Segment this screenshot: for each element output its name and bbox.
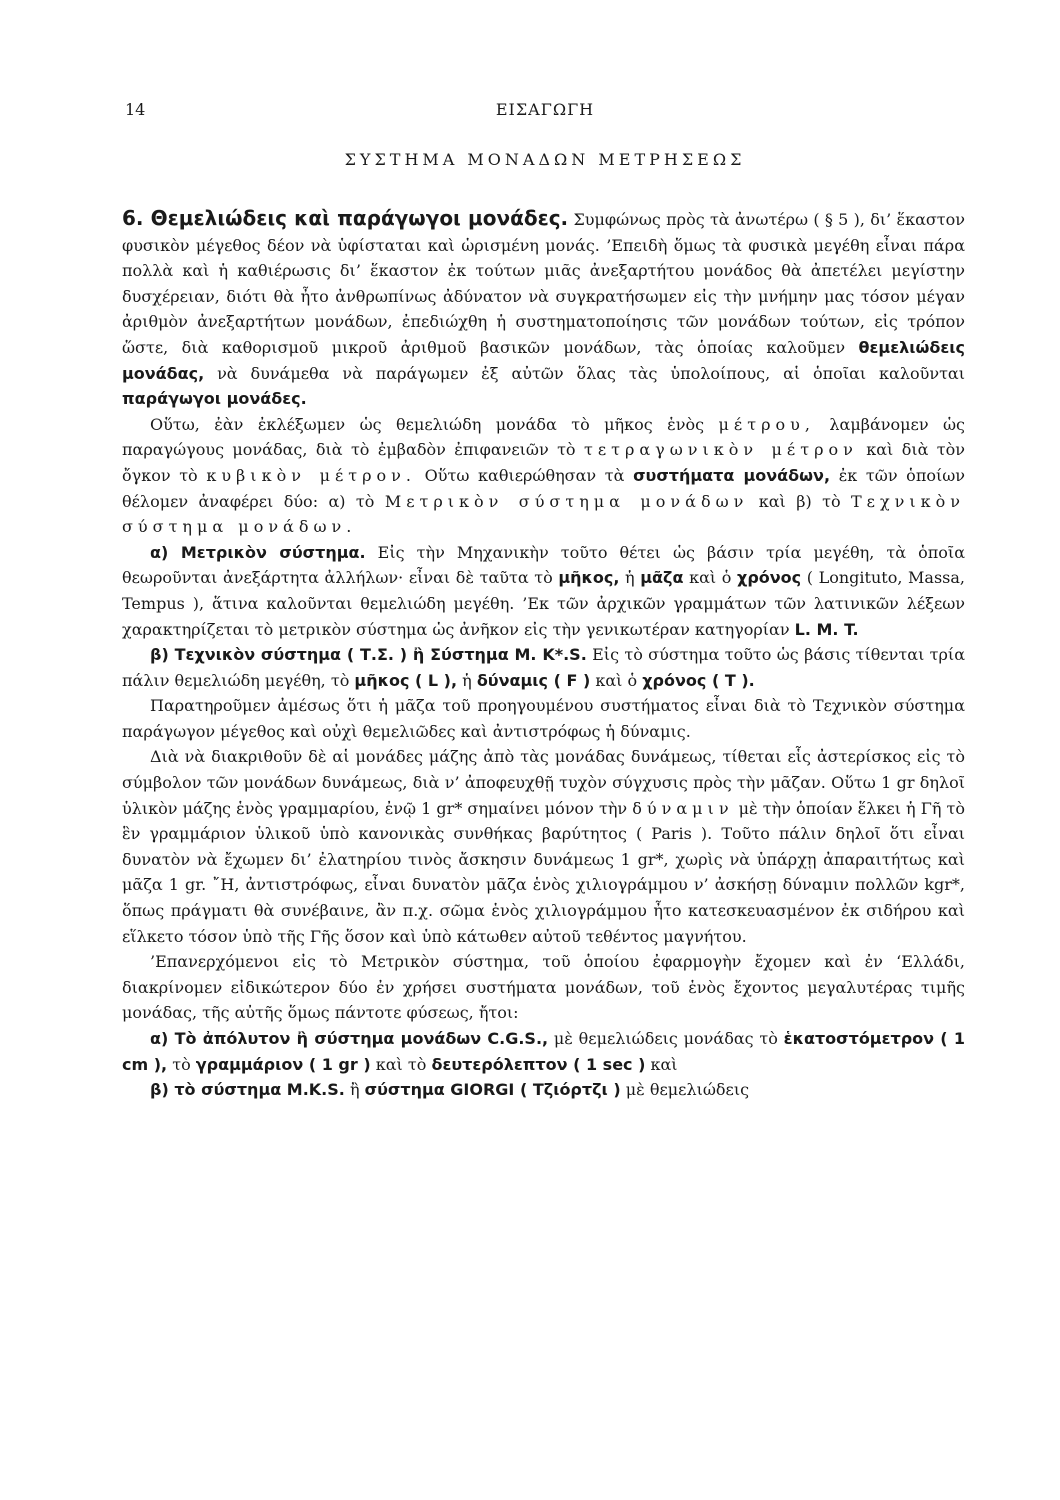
text: μὲ θεμελιώδεις [620,1080,750,1100]
spaced-term: τετραγωνικὸν μέτρον [583,440,858,460]
text: καὶ διὰ τὸν ὄγκον τὸ [122,440,966,485]
text: καὶ β) τὸ [748,491,851,511]
text: ἡ [457,670,477,690]
text: μὲ τὴν ὁποίαν ἕλκει ἡ Γῆ τὸ ἓν γραμμάριον ὑλικοῦ ὑπὸ κανονικὰς συνθήκας βαρύτητος ( Paris ). Τοῦτο πάλιν δηλοῖ ὅτι εἶναι δυνατὸν νὰ ἔχωμεν δι’ ἐλατηρίου τινὸς ἄσκησιν δυνάμεως 1 gr*, χωρὶς νὰ ὑπάρχῃ ἀπαραιτήτως καὶ μᾶζα 1 gr. ῎Η, ἀντιστρόφως, εἶναι δυνατὸν μᾶζα ἑνὸς χιλιογράμμου ν’ ἀσκήσῃ δύναμιν πολλῶν kgr*, ὅπως πράγματι θὰ συνέβαινε, ἂν π.χ. σῶμα ἑνὸς χιλιογράμμου ἦτο κατεσκευασμένον ἐκ σιδήρου καὶ εἵλκετο τόσον ὑπὸ τῆς Γῆς ὅσον καὶ ὑπὸ κάτωθεν αὐτοῦ τεθέντος μαγνήτου. [122,798,966,946]
text: Διὰ νὰ διακριθοῦν δὲ αἱ μονάδες μάζης ἀπὸ τὰς μονάδας δυνάμεως, τίθεται εἷς ἀστερίσκος εἰς τὸ σύμβολον τῶν μονάδων δυνάμεως, διὰ ν’ ἀποφευχθῇ τυχὸν σύγχυσις πρὸς τὴν μᾶζαν. Οὕτω 1 gr δηλοῖ ὑλικὸν μάζης ἑνὸς γραμμαρίου, ἐνῷ 1 gr* σημαίνει μόνον τὴν [122,747,965,818]
bold-term: ἑκατοστόμετρον ( 1 cm ), [122,1029,966,1074]
bold-term: σύστημα GIORGI ( Τζιόρτζι ) [364,1080,621,1100]
bold-term: μῆκος, [558,568,620,588]
running-header [125,100,965,124]
text: καὶ [645,1054,678,1074]
body-text [122,206,965,1103]
paragraph-7 [122,949,965,1026]
text: Οὕτω, ἐὰν ἐκλέξωμεν ὡς θεμελιώδη μονάδα τὸ μῆκος ἑνὸς [150,414,719,434]
bold-term: L. M. T. [794,619,859,639]
paragraph-2 [122,412,965,540]
spaced-term: κυβικὸν μέτρον. [206,465,416,485]
running-title: ΕΙΣΑΓΩΓΗ [495,100,595,119]
text: μὲ θεμελιώδεις μονάδας τὸ [548,1029,784,1048]
text: καὶ ὁ [590,670,643,690]
bold-term: α) Μετρικὸν σύστημα. [150,542,366,562]
bold-term: χρόνος ( T ). [642,670,755,690]
bold-term: α) Τὸ ἀπόλυτον ἢ σύστημα μονάδων C.G.S., [150,1029,549,1048]
text: ( Longituto, Massa, Tempus ), ἅτινα καλοῦνται θεμελιώδη μεγέθη. ’Εκ τῶν ἀρχικῶν γραμμάτων τῶν λατινικῶν λέξεων χαρακτηρίζεται τὸ μετρικὸν σύστημα ὡς ἀνῆκον εἰς τὴν γενικωτέραν κατηγορίαν [122,568,965,639]
bold-term: γραμμάριον ( 1 gr ) [195,1054,371,1074]
page-number: 14 [125,100,146,119]
text: ἐκ τῶν ὁποίων θέλομεν ἀναφέρει δύο: α) τὸ [122,465,966,511]
bold-term: μᾶζα [640,568,684,588]
bold-term: δευτερόλεπτον ( 1 sec ) [431,1054,646,1074]
bold-term: χρόνος [737,568,802,588]
section-title: ΣΥΣΤΗΜΑ ΜΟΝΑΔΩΝ ΜΕΤΡΗΣΕΩΣ [344,150,746,169]
spaced-term: δύναμιν [632,798,734,818]
paragraph-5 [122,693,965,744]
paragraph-1 [122,206,965,412]
paragraph-8 [122,1026,965,1077]
bold-term: β) τὸ σύστημα M.K.S. [150,1080,345,1100]
paragraph-3 [122,540,965,642]
text: Συμφώνως πρὸς τὰ ἀνωτέρω ( § 5 ), δι’ ἕκαστον φυσικὸν μέγεθος δέον νὰ ὑφίσταται καὶ ὡρισμένη μονάς. ’Επειδὴ ὅμως τὰ φυσικὰ μεγέθη εἶναι πάρα πολλὰ καὶ ἡ καθιέρωσις δι’ ἕκαστον ἐκ τούτων μιᾶς ἀνεξαρτήτου μονάδος θὰ ἀπετέλει μεγίστην δυσχέρειαν, διότι θὰ ἦτο ἀνθρωπίνως ἀδύνατον νὰ συγκρατήσωμεν εἰς τὴν μνήμην μας τόσον μέγαν ἀριθμὸν ἀνεξαρτήτων μονάδων, ἐπεδιώχθη ἡ συστηματοποίησις τῶν μονάδων τούτων, εἰς τρόπον ὥστε, διὰ καθορισμοῦ μικροῦ ἀριθμοῦ βασικῶν μονάδων, τὰς ὁποίας καλοῦμεν [122,210,965,357]
text: λαμβάνομεν ὡς παραγώγους μονάδας, διὰ τὸ ἐμβαδὸν ἐπιφανειῶν τὸ [122,414,965,460]
text: Παρατηροῦμεν ἀμέσως ὅτι ἡ μᾶζα τοῦ προηγουμένου συστήματος εἶναι διὰ τὸ Τεχνικὸν σύστημα παράγωγον μέγεθος καὶ οὐχὶ θεμελιῶδες καὶ ἀντιστρόφως ἡ δύναμις. [122,696,965,741]
spaced-term: μέτρου, [718,414,815,434]
text: τὸ [167,1054,196,1074]
paragraph-4 [122,642,965,693]
text: ἡ [619,568,641,588]
bold-term: β) Τεχνικὸν σύστημα ( Τ.Σ. ) ἢ Σύστημα M. K*.S. [150,645,587,665]
spaced-term: Μετρικὸν σύστημα μονάδων [384,491,749,511]
text: Εἰς τὴν Μηχανικὴν τοῦτο θέτει ὡς βάσιν τρία μεγέθη, τὰ ὁποῖα θεωροῦνται ἀνεξάρτητα ἀλλήλων· εἶναι δὲ ταῦτα τὸ [122,542,966,588]
text: Οὕτω καθιερώθησαν τὰ [415,465,634,485]
text: ’Επανερχόμενοι εἰς τὸ Μετρικὸν σύστημα, τοῦ ὁποίου ἐφαρμογὴν ἔχομεν καὶ ἐν ‘Ελλάδι, διακρίνομεν εἰδικώτερον δύο ἐν χρήσει συστήματα μονάδων, τοῦ ἑνὸς ἔχοντος μεγαλυτέρας τιμῆς μονάδας, τῆς αὐτῆς ὅμως πάντοτε φύσεως, ἤτοι: [122,952,965,1023]
text: Εἰς τὸ σύστημα τοῦτο ὡς βάσις τίθενται τρία πάλιν θεμελιώδη μεγέθη, τὸ [122,645,966,690]
bold-term: θεμελιώδεις μονάδας, [122,337,965,383]
paragraph-9 [122,1077,965,1103]
text: καὶ ὁ [683,568,738,588]
paragraph-6 [122,744,965,949]
bold-term: δύναμις ( F ) [476,670,591,690]
bold-term: παράγωγοι μονάδες. [122,389,307,409]
bold-term: συστήματα μονάδων, [633,465,831,485]
text: νὰ δυνάμεθα νὰ παράγωμεν ἐξ αὐτῶν ὅλας τὰς ὑπολοίπους, αἱ ὁποῖαι καλοῦνται [204,363,965,383]
text: ἢ [344,1080,365,1100]
text: καὶ τὸ [370,1054,432,1074]
section-heading: 6. Θεμελιώδεις καὶ παράγωγοι μονάδες. [122,206,569,230]
bold-term: μῆκος ( L ), [354,670,458,690]
spaced-term: Τεχνικὸν σύστημα μονάδων. [122,491,966,537]
